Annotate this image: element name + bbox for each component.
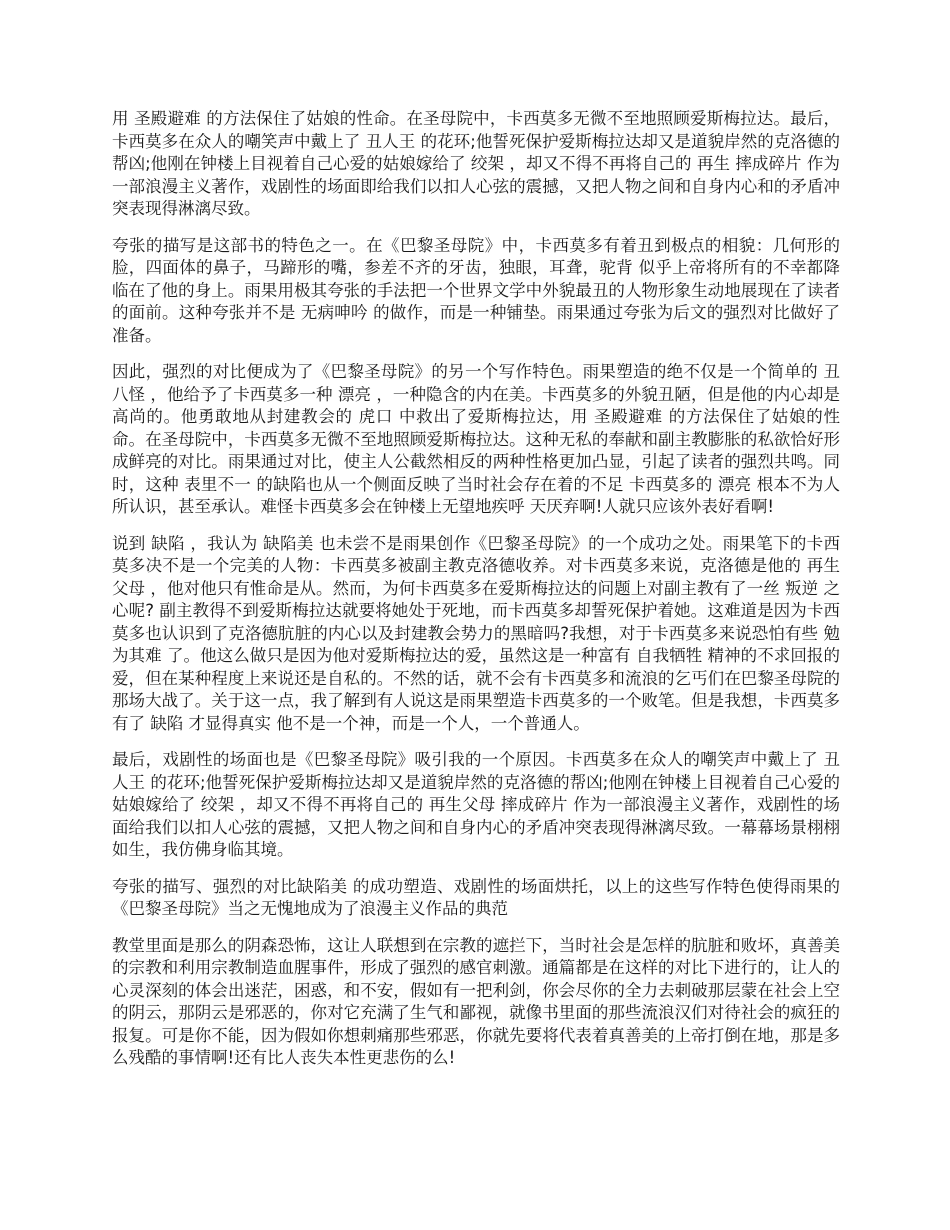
paragraph-4: 说到 缺陷 ，我认为 缺陷美 也未尝不是雨果创作《巴黎圣母院》的一个成功之处。雨果笔下的卡西莫多决不是一个完美的人物：卡西莫多被副主教克洛德收养。对卡西莫多来说，克洛德是他的 再生父母 ，他对他只有惟命是从。然而，为何卡西莫多在爱斯梅拉达的问题上对副主教有了一丝 叛逆 之心呢? 副主教得不到爱斯梅拉达就要将她处于死地，而卡西莫多却誓死保护着她。这难道是因为卡西莫多也认识到了克洛德肮脏的内心以及封建教会势力的黑暗吗?我想，对于卡西莫多来说恐怕有些 勉为其难 了。他这么做只是因为他对爱斯梅拉达的爱，虽然这是一种富有 自我牺牲 精神的不求回报的爱，但在某种程度上来说还是自私的。不然的话，就不会有卡西莫多和流浪的乞丐们在巴黎圣母院的那场大战了。关于这一点，我了解到有人说这是雨果塑造卡西莫多的一个败笔。但是我想，卡西莫多有了 缺陷 才显得真实 他不是一个神，而是一个人，一个普通人。 <box>112 533 840 733</box>
paragraph-2: 夸张的描写是这部书的特色之一。在《巴黎圣母院》中，卡西莫多有着丑到极点的相貌：几何形的脸，四面体的鼻子，马蹄形的嘴，参差不齐的牙齿，独眼，耳聋，驼背 似乎上帝将所有的不幸都降临在了他的身上。雨果用极其夸张的手法把一个世界文学中外貌最丑的人物形象生动地展现在了读者的面前。这种夸张并不是 无病呻吟 的做作，而是一种铺垫。雨果通过夸张为后文的强烈对比做好了准备。 <box>112 235 840 345</box>
paragraph-3: 因此，强烈的对比便成为了《巴黎圣母院》的另一个写作特色。雨果塑造的绝不仅是一个简单的 丑八怪 ，他给予了卡西莫多一种 漂亮 ，一种隐含的内在美。卡西莫多的外貌丑陋，但是他的内心却是高尚的。他勇敢地从封建教会的 虎口 中救出了爱斯梅拉达，用 圣殿避难 的方法保住了姑娘的性命。在圣母院中，卡西莫多无微不至地照顾爱斯梅拉达。这种无私的奉献和副主教膨胀的私欲恰好形成鲜亮的对比。雨果通过对比，使主人公截然相反的两种性格更加凸显，引起了读者的强烈共鸣。同时，这种 表里不一 的缺陷也从一个侧面反映了当时社会存在着的不足 卡西莫多的 漂亮 根本不为人所认识，甚至承认。难怪卡西莫多会在钟楼上无望地疾呼 天厌弃啊!人就只应该外表好看啊! <box>112 362 840 516</box>
paragraph-5: 最后，戏剧性的场面也是《巴黎圣母院》吸引我的一个原因。卡西莫多在众人的嘲笑声中戴上了 丑人王 的花环;他誓死保护爱斯梅拉达却又是道貌岸然的克洛德的帮凶;他刚在钟楼上目视着自己心爱的姑娘嫁给了 绞架 ，却又不得不再将自己的 再生父母 摔成碎片 作为一部浪漫主义著作，戏剧性的场面给我们以扣人心弦的震撼，又把人物之间和自身内心的矛盾冲突表现得淋漓尽致。一幕幕场景栩栩如生，我仿佛身临其境。 <box>112 750 840 859</box>
paragraph-7: 教堂里面是那么的阴森恐怖，这让人联想到在宗教的遮拦下，当时社会是怎样的肮脏和败坏，真善美的宗教和利用宗教制造血腥事件，形成了强烈的感官刺激。通篇都是在这样的对比下进行的，让人的心灵深刻的体会出迷茫，困惑，和不安，假如有一把利剑，你会尽你的全力去刺破那层蒙在社会上空的阴云，那阴云是邪恶的，你对它充满了生气和鄙视，就像书里面的那些流浪汉们对待社会的疯狂的报复。可是你不能，因为假如你想刺痛那些邪恶，你就先要将代表着真善美的上帝打倒在地，那是多么残酷的事情啊!还有比人丧失本性更悲伤的么! <box>112 935 840 1067</box>
paragraph-1: 用 圣殿避难 的方法保住了姑娘的性命。在圣母院中，卡西莫多无微不至地照顾爱斯梅拉达。最后，卡西莫多在众人的嘲笑声中戴上了 丑人王 的花环;他誓死保护爱斯梅拉达却又是道貌岸然的克洛德的帮凶;他刚在钟楼上目视着自己心爱的姑娘嫁给了 绞架 ，却又不得不再将自己的 再生 摔成碎片 作为一部浪漫主义著作，戏剧性的场面即给我们以扣人心弦的震撼，又把人物之间和自身内心和的矛盾冲突表现得淋漓尽致。 <box>112 109 840 218</box>
paragraph-6: 夸张的描写、强烈的对比缺陷美 的成功塑造、戏剧性的场面烘托，以上的这些写作特色使得雨果的《巴黎圣母院》当之无愧地成为了浪漫主义作品的典范 <box>112 876 840 918</box>
document-body <box>112 108 840 1084</box>
